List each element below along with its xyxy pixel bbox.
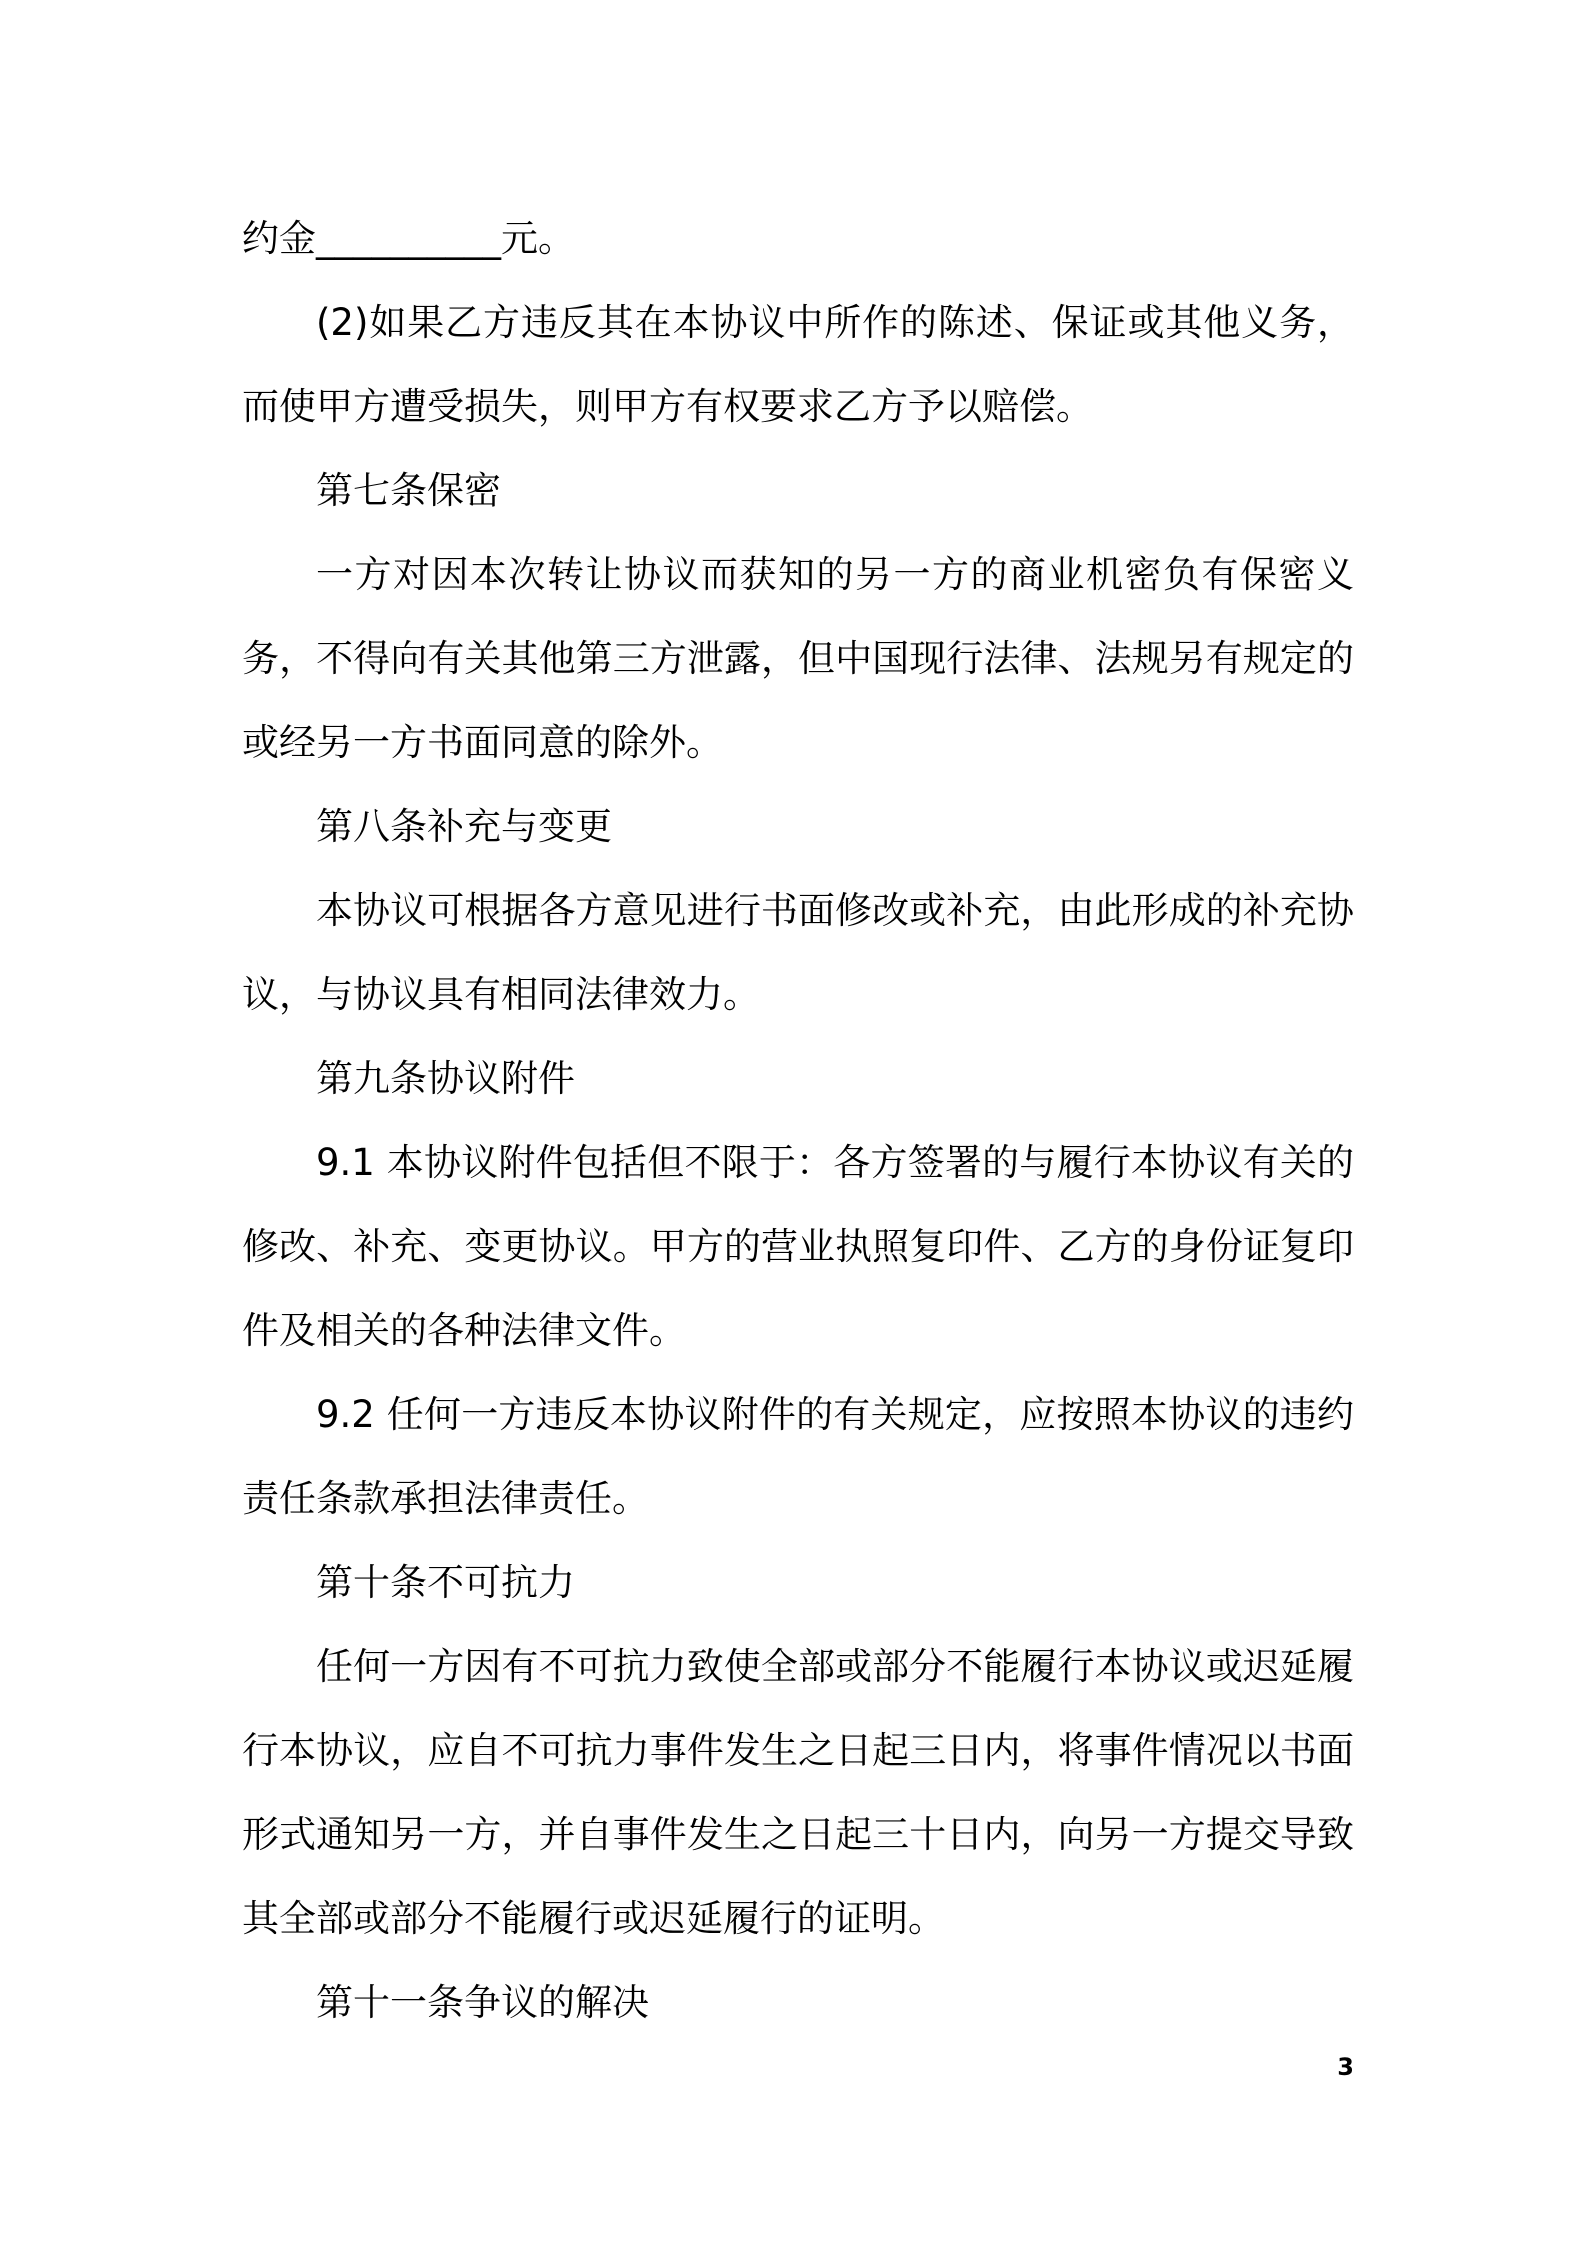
paragraph-4: 本协议可根据各方意见进行书面修改或补充，由此形成的补充协议，与协议具有相同法律效力。: [242, 889, 1354, 1016]
paragraph-6: 9.2 任何一方违反本协议附件的有关规定，应按照本协议的违约责任条款承担法律责任。: [242, 1393, 1354, 1520]
paragraph-1: 约金__________元。: [242, 217, 575, 260]
section-heading-9: 第九条协议附件: [316, 1057, 575, 1100]
paragraph-7: 任何一方因有不可抗力致使全部或部分不能履行本协议或迟延履行本协议，应自不可抗力事件发生之日起三日内，将事件情况以书面形式通知另一方，并自事件发生之日起三十日内，向另一方提交导致其全部或部分不能履行或迟延履行的证明。: [242, 1645, 1354, 1940]
document-body: [242, 197, 1354, 2045]
paragraph-2: (2)如果乙方违反其在本协议中所作的陈述、保证或其他义务，而使甲方遭受损失，则甲方有权要求乙方予以赔偿。: [242, 301, 1354, 428]
section-heading-8: 第八条补充与变更: [316, 805, 612, 848]
section-heading-11: 第十一条争议的解决: [316, 1981, 649, 2024]
paragraph-3: 一方对因本次转让协议而获知的另一方的商业机密负有保密义务，不得向有关其他第三方泄露，但中国现行法律、法规另有规定的或经另一方书面同意的除外。: [242, 553, 1354, 764]
section-heading-7: 第七条保密: [316, 469, 501, 512]
page-number: 3: [1337, 2053, 1354, 2081]
section-heading-10: 第十条不可抗力: [316, 1561, 575, 1604]
paragraph-5: 9.1 本协议附件包括但不限于：各方签署的与履行本协议有关的修改、补充、变更协议。甲方的营业执照复印件、乙方的身份证复印件及相关的各种法律文件。: [242, 1141, 1354, 1352]
